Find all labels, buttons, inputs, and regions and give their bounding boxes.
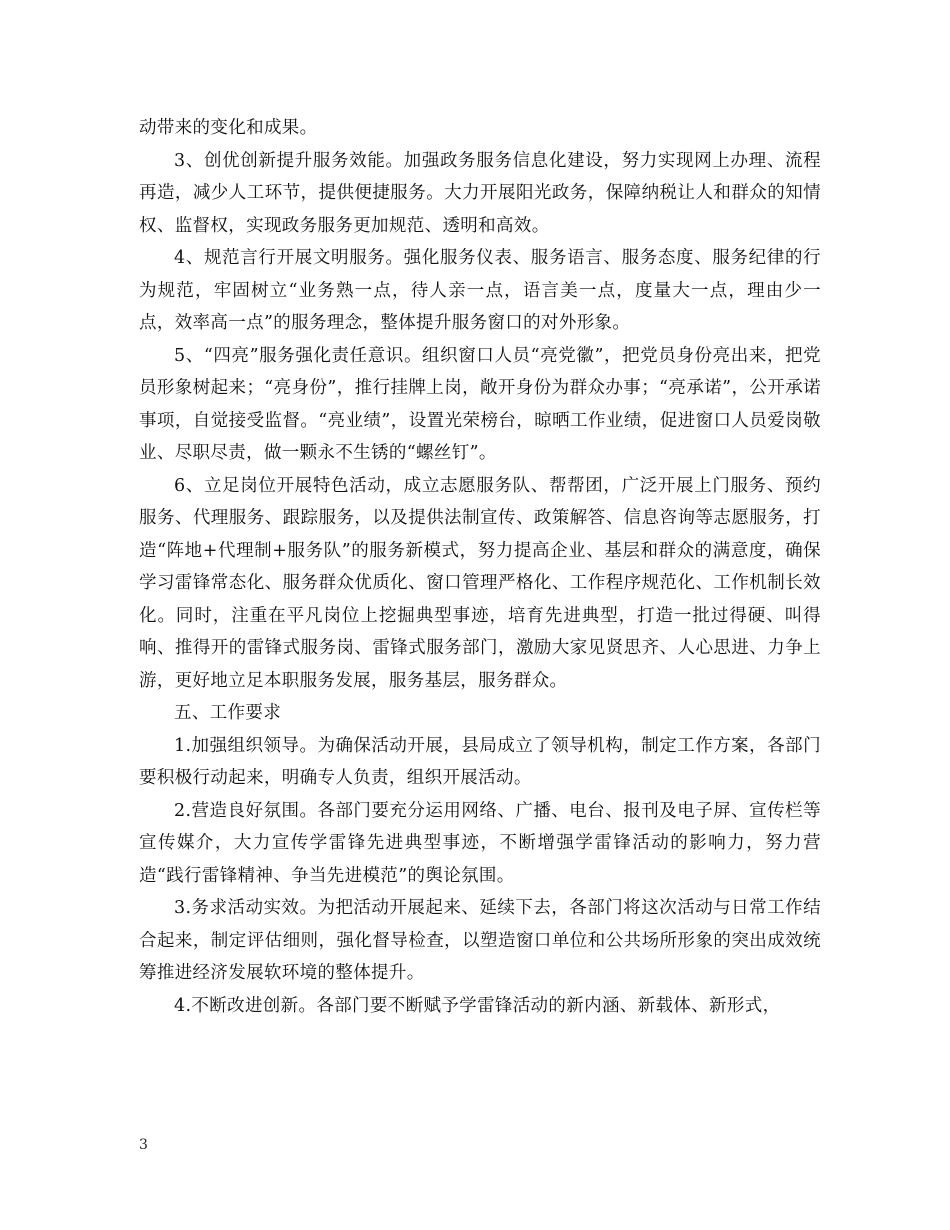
paragraph-10: 4.不断改进创新。各部门要不断赋予学雷锋活动的新内涵、新载体、新形式， xyxy=(174,995,781,1016)
paragraph-3: 4、规范言行开展文明服务。强化服务仪表、服务语言、服务态度、服务纪律的行为规范，牢固树立“业务熟一点，待人亲一点，语言美一点，度量大一点，理由少一点，效率高一点”的服务理念，整体提升服务窗口的对外形象。 xyxy=(139,248,821,333)
paragraph-8: 2.营造良好氛围。各部门要充分运用网络、广播、电台、报刊及电子屏、宣传栏等宣传媒介，大力宣传学雷锋先进典型事迹，不断增强学雷锋活动的影响力，努力营造“践行雷锋精神、争当先进模范”的舆论氛围。 xyxy=(139,800,821,886)
paragraph-1: 动带来的变化和成果。 xyxy=(139,118,318,138)
section-heading: 五、工作要求 xyxy=(174,703,282,723)
document-body xyxy=(139,112,821,1022)
paragraph-9: 3.务求活动实效。为把活动开展起来、延续下去，各部门将这次活动与日常工作结合起来，制定评估细则，强化督导检查，以塑造窗口单位和公共场所形象的突出成效统筹推进经济发展软环境的整体提升。 xyxy=(139,898,821,983)
paragraph-7: 1.加强组织领导。为确保活动开展，县局成立了领导机构，制定工作方案，各部门要积极行动起来，明确专人负责，组织开展活动。 xyxy=(139,735,821,788)
paragraph-4: 5、“四亮”服务强化责任意识。组织窗口人员“亮党徽”，把党员身份亮出来，把党员形象树起来；“亮身份”，推行挂牌上岗，敞开身份为群众办事；“亮承诺”，公开承诺事项，自觉接受监督。“亮业绩”，设置光荣榜台，晾晒工作业绩，促进窗口人员爱岗敬业、尽职尽责，做一颗永不生锈的“螺丝钉”。 xyxy=(139,345,821,463)
paragraph-2: 3、创优创新提升服务效能。加强政务服务信息化建设，努力实现网上办理、流程再造，减少人工环节，提供便捷服务。大力开展阳光政务，保障纳税让人和群众的知情权、监督权，实现政务服务更加规范、透明和高效。 xyxy=(139,150,821,236)
page-number: 3 xyxy=(139,1137,148,1153)
paragraph-5: 6、立足岗位开展特色活动，成立志愿服务队、帮帮团，广泛开展上门服务、预约服务、代理服务、跟踪服务，以及提供法制宣传、政策解答、信息咨询等志愿服务，打造“阵地+代理制+服务队”的服务新模式，努力提高企业、基层和群众的满意度，确保学习雷锋常态化、服务群众优质化、窗口管理严格化、工作程序规范化、工作机制长效化。同时，注重在平凡岗位上挖掘典型事迹，培育先进典型，打造一批过得硬、叫得响、推得开的雷锋式服务岗、雷锋式服务部门，激励大家见贤思齐、人心思进、力争上游，更好地立足本职服务发展，服务基层，服务群众。 xyxy=(139,475,821,691)
